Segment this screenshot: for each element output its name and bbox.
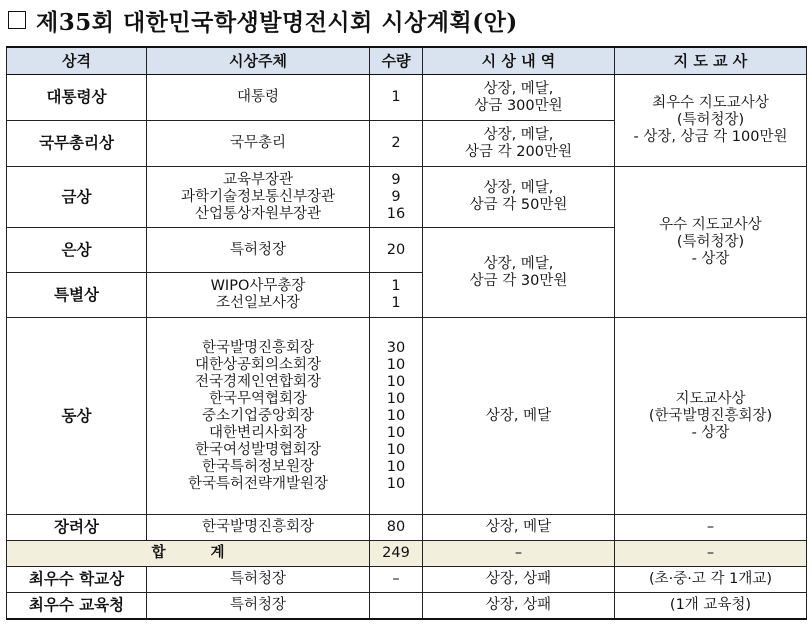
teacher-award-top: 최우수 지도교사상 (특허청장) - 상장, 상금 각 100만원	[615, 75, 807, 167]
count-cell: 1 1	[370, 273, 423, 318]
table-row	[7, 593, 807, 619]
teacher-cell: (초·중·고 각 1개교)	[615, 567, 807, 593]
detail-cell: 상장, 메달, 상금 각 200만원	[423, 121, 615, 167]
document-title: 제35회 대한민국학생발명전시회 시상계획(안)	[36, 8, 518, 36]
detail-cell: 상장, 메달, 상금 각 30만원	[423, 228, 615, 318]
presenter-cell: WIPO사무총장 조선일보사장	[147, 273, 370, 318]
total-detail: –	[423, 541, 615, 567]
count-cell: –	[370, 567, 423, 593]
award-name: 장려상	[7, 515, 147, 541]
table-row	[7, 318, 807, 515]
header-count: 수량	[370, 47, 423, 75]
award-name: 최우수 학교상	[7, 567, 147, 593]
table-header-row	[7, 47, 807, 75]
presenter-cell: 한국발명진흥회장	[147, 515, 370, 541]
presenter-cell: 특허청장	[147, 567, 370, 593]
detail-cell: 상장, 상패	[423, 567, 615, 593]
header-detail: 시 상 내 역	[423, 47, 615, 75]
award-name: 금상	[7, 167, 147, 228]
teacher-award-bronze: 지도교사상 (한국발명진흥회장) - 상장	[615, 318, 807, 515]
total-label: 합 계	[7, 541, 370, 567]
table-row	[7, 567, 807, 593]
award-name: 국무총리상	[7, 121, 147, 167]
count-cell: 80	[370, 515, 423, 541]
teacher-cell: (1개 교육청)	[615, 593, 807, 619]
count-cell: 20	[370, 228, 423, 273]
count-cell: 30 10 10 10 10 10 10 10 10	[370, 318, 423, 515]
presenter-cell: 특허청장	[147, 228, 370, 273]
document-heading	[8, 2, 518, 38]
count-cell: 9 9 16	[370, 167, 423, 228]
detail-cell: 상장, 상패	[423, 593, 615, 619]
header-presenter: 시상주체	[147, 47, 370, 75]
count-cell: 2	[370, 121, 423, 167]
count-cell	[370, 593, 423, 619]
presenter-cell: 대통령	[147, 75, 370, 121]
presenter-cell: 국무총리	[147, 121, 370, 167]
header-award: 상격	[7, 47, 147, 75]
checkbox-bullet-icon	[8, 11, 26, 29]
presenter-cell: 한국발명진흥회장 대한상공회의소회장 전국경제인연합회장 한국무역협회장 중소기업중앙회장 대한변리사회장 한국여성발명협회장 한국특허정보원장 한국특허전략개발원장	[147, 318, 370, 515]
award-name: 특별상	[7, 273, 147, 318]
table-row	[7, 167, 807, 228]
detail-cell: 상장, 메달	[423, 515, 615, 541]
detail-cell: 상장, 메달	[423, 318, 615, 515]
teacher-cell: –	[615, 515, 807, 541]
award-name: 동상	[7, 318, 147, 515]
teacher-award-middle: 우수 지도교사상 (특허청장) - 상장	[615, 167, 807, 318]
total-count: 249	[370, 541, 423, 567]
header-teacher: 지 도 교 사	[615, 47, 807, 75]
presenter-cell: 특허청장	[147, 593, 370, 619]
award-name: 은상	[7, 228, 147, 273]
presenter-cell: 교육부장관 과학기술정보통신부장관 산업통상자원부장관	[147, 167, 370, 228]
award-plan-table	[6, 46, 807, 620]
total-teacher: –	[615, 541, 807, 567]
detail-cell: 상장, 메달, 상금 각 50만원	[423, 167, 615, 228]
detail-cell: 상장, 메달, 상금 300만원	[423, 75, 615, 121]
total-row	[7, 541, 807, 567]
table-row	[7, 75, 807, 121]
award-name: 최우수 교육청	[7, 593, 147, 619]
award-name: 대통령상	[7, 75, 147, 121]
table-row	[7, 515, 807, 541]
count-cell: 1	[370, 75, 423, 121]
